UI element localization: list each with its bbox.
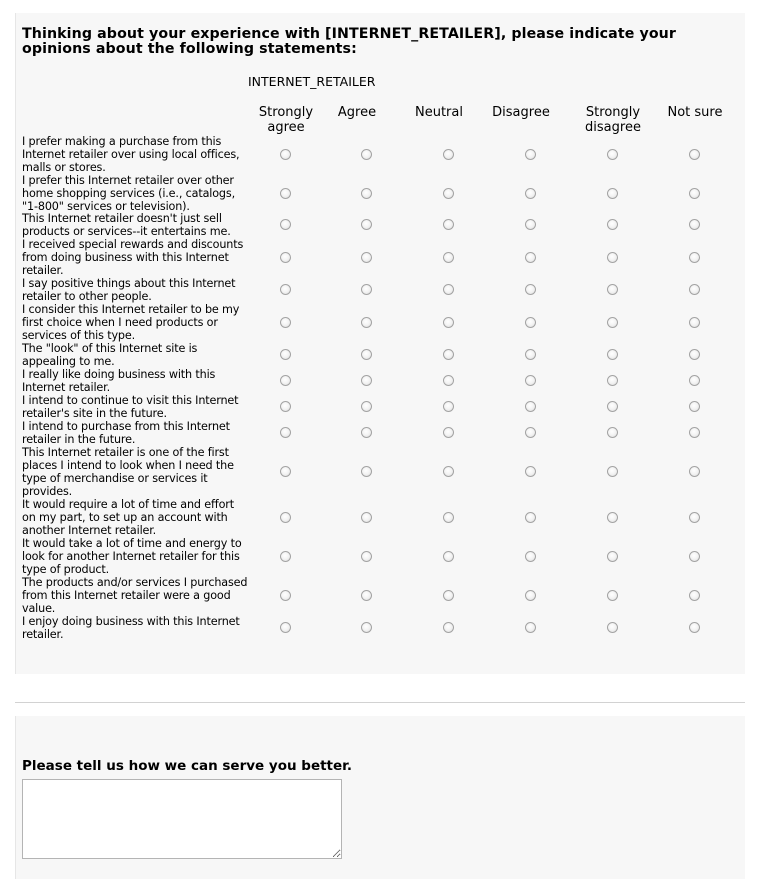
radio-strongly-agree[interactable]	[280, 149, 291, 160]
statement-label: I intend to purchase from this Internet retailer in the future.	[22, 420, 230, 446]
radio-disagree[interactable]	[525, 590, 536, 601]
radio-disagree[interactable]	[525, 622, 536, 633]
radio-neutral[interactable]	[443, 466, 454, 477]
radio-neutral[interactable]	[443, 252, 454, 263]
radio-strongly-disagree[interactable]	[607, 551, 618, 562]
column-header-disagree: Disagree	[492, 105, 550, 120]
radio-not-sure[interactable]	[689, 590, 700, 601]
radio-disagree[interactable]	[525, 551, 536, 562]
matrix-question-panel	[15, 13, 745, 674]
radio-agree[interactable]	[361, 466, 372, 477]
radio-strongly-agree[interactable]	[280, 622, 291, 633]
feedback-question-title: Please tell us how we can serve you better.	[22, 758, 353, 774]
radio-strongly-agree[interactable]	[280, 427, 291, 438]
radio-strongly-agree[interactable]	[280, 284, 291, 295]
statement-label: I really like doing business with this Internet retailer.	[22, 368, 216, 394]
radio-neutral[interactable]	[443, 149, 454, 160]
radio-agree[interactable]	[361, 349, 372, 360]
radio-strongly-disagree[interactable]	[607, 317, 618, 328]
radio-neutral[interactable]	[443, 284, 454, 295]
radio-not-sure[interactable]	[689, 284, 700, 295]
column-header-strongly-disagree: Strongly disagree	[585, 105, 641, 135]
column-header-strongly-agree: Strongly agree	[258, 105, 314, 135]
radio-strongly-agree[interactable]	[280, 252, 291, 263]
statement-label: I intend to continue to visit this Internet retailer's site in the future.	[22, 394, 239, 420]
radio-disagree[interactable]	[525, 466, 536, 477]
radio-disagree[interactable]	[525, 317, 536, 328]
radio-disagree[interactable]	[525, 252, 536, 263]
radio-neutral[interactable]	[443, 427, 454, 438]
column-header-neutral: Neutral	[415, 105, 463, 120]
radio-strongly-disagree[interactable]	[607, 590, 618, 601]
radio-not-sure[interactable]	[689, 252, 700, 263]
radio-agree[interactable]	[361, 512, 372, 523]
radio-disagree[interactable]	[525, 512, 536, 523]
radio-strongly-disagree[interactable]	[607, 349, 618, 360]
radio-neutral[interactable]	[443, 349, 454, 360]
radio-not-sure[interactable]	[689, 512, 700, 523]
radio-strongly-disagree[interactable]	[607, 512, 618, 523]
radio-disagree[interactable]	[525, 401, 536, 412]
radio-agree[interactable]	[361, 149, 372, 160]
radio-agree[interactable]	[361, 375, 372, 386]
feedback-question-panel	[15, 716, 745, 879]
statement-label: I received special rewards and discounts from doing business with this Internet retailer.	[22, 238, 244, 277]
radio-disagree[interactable]	[525, 219, 536, 230]
radio-not-sure[interactable]	[689, 375, 700, 386]
statement-label: I consider this Internet retailer to be my first choice when I need products or services of this type.	[22, 303, 240, 342]
statement-label: I enjoy doing business with this Internet retailer.	[22, 615, 240, 641]
statement-label: I prefer making a purchase from this Internet retailer over using local offices, malls or stores.	[22, 135, 240, 174]
radio-strongly-disagree[interactable]	[607, 427, 618, 438]
statement-label: It would take a lot of time and energy to look for another Internet retailer for this type of product.	[22, 537, 242, 576]
radio-strongly-agree[interactable]	[280, 512, 291, 523]
radio-neutral[interactable]	[443, 512, 454, 523]
radio-strongly-agree[interactable]	[280, 401, 291, 412]
radio-strongly-agree[interactable]	[280, 590, 291, 601]
statement-label: The "look" of this Internet site is appealing to me.	[22, 342, 198, 368]
radio-strongly-disagree[interactable]	[607, 252, 618, 263]
statement-label: I say positive things about this Internet retailer to other people.	[22, 277, 236, 303]
radio-not-sure[interactable]	[689, 622, 700, 633]
radio-not-sure[interactable]	[689, 149, 700, 160]
radio-strongly-disagree[interactable]	[607, 401, 618, 412]
statement-label: I prefer this Internet retailer over other home shopping services (i.e., catalogs, "1-800" services or television).	[22, 174, 235, 213]
radio-neutral[interactable]	[443, 590, 454, 601]
radio-not-sure[interactable]	[689, 551, 700, 562]
radio-agree[interactable]	[361, 284, 372, 295]
radio-strongly-disagree[interactable]	[607, 149, 618, 160]
statement-label: The products and/or services I purchased from this Internet retailer were a good value.	[22, 576, 248, 615]
radio-not-sure[interactable]	[689, 427, 700, 438]
radio-strongly-disagree[interactable]	[607, 622, 618, 633]
radio-neutral[interactable]	[443, 401, 454, 412]
radio-agree[interactable]	[361, 401, 372, 412]
radio-strongly-agree[interactable]	[280, 188, 291, 199]
radio-not-sure[interactable]	[689, 317, 700, 328]
radio-disagree[interactable]	[525, 149, 536, 160]
radio-strongly-agree[interactable]	[280, 349, 291, 360]
statement-label: This Internet retailer doesn't just sell products or services--it entertains me.	[22, 212, 231, 238]
radio-strongly-agree[interactable]	[280, 219, 291, 230]
radio-neutral[interactable]	[443, 188, 454, 199]
radio-disagree[interactable]	[525, 349, 536, 360]
radio-strongly-agree[interactable]	[280, 466, 291, 477]
radio-disagree[interactable]	[525, 375, 536, 386]
radio-disagree[interactable]	[525, 284, 536, 295]
radio-not-sure[interactable]	[689, 219, 700, 230]
radio-disagree[interactable]	[525, 427, 536, 438]
radio-strongly-disagree[interactable]	[607, 466, 618, 477]
column-header-not-sure: Not sure	[667, 105, 723, 120]
question-title: Thinking about your experience with [INTERNET_RETAILER], please indicate your opinions about the following statements:	[22, 26, 676, 57]
radio-neutral[interactable]	[443, 219, 454, 230]
statement-label: It would require a lot of time and effort on my part, to set up an account with another Internet retailer.	[22, 498, 234, 537]
section-divider	[15, 702, 745, 703]
radio-strongly-disagree[interactable]	[607, 188, 618, 199]
radio-agree[interactable]	[361, 317, 372, 328]
radio-strongly-agree[interactable]	[280, 375, 291, 386]
radio-agree[interactable]	[361, 590, 372, 601]
radio-agree[interactable]	[361, 427, 372, 438]
radio-agree[interactable]	[361, 622, 372, 633]
radio-not-sure[interactable]	[689, 401, 700, 412]
column-header-agree: Agree	[337, 105, 377, 120]
radio-agree[interactable]	[361, 219, 372, 230]
radio-neutral[interactable]	[443, 622, 454, 633]
radio-strongly-agree[interactable]	[280, 551, 291, 562]
radio-disagree[interactable]	[525, 188, 536, 199]
radio-agree[interactable]	[361, 252, 372, 263]
radio-not-sure[interactable]	[689, 349, 700, 360]
statement-label: This Internet retailer is one of the first places I intend to look when I need the type of merchandise or services it provides.	[22, 446, 234, 498]
feedback-textarea[interactable]	[22, 779, 342, 859]
radio-not-sure[interactable]	[689, 188, 700, 199]
radio-neutral[interactable]	[443, 317, 454, 328]
radio-not-sure[interactable]	[689, 466, 700, 477]
retailer-group-label: INTERNET_RETAILER	[248, 74, 376, 89]
radio-strongly-agree[interactable]	[280, 317, 291, 328]
radio-strongly-disagree[interactable]	[607, 375, 618, 386]
radio-strongly-disagree[interactable]	[607, 219, 618, 230]
radio-agree[interactable]	[361, 188, 372, 199]
radio-agree[interactable]	[361, 551, 372, 562]
radio-neutral[interactable]	[443, 375, 454, 386]
radio-neutral[interactable]	[443, 551, 454, 562]
radio-strongly-disagree[interactable]	[607, 284, 618, 295]
